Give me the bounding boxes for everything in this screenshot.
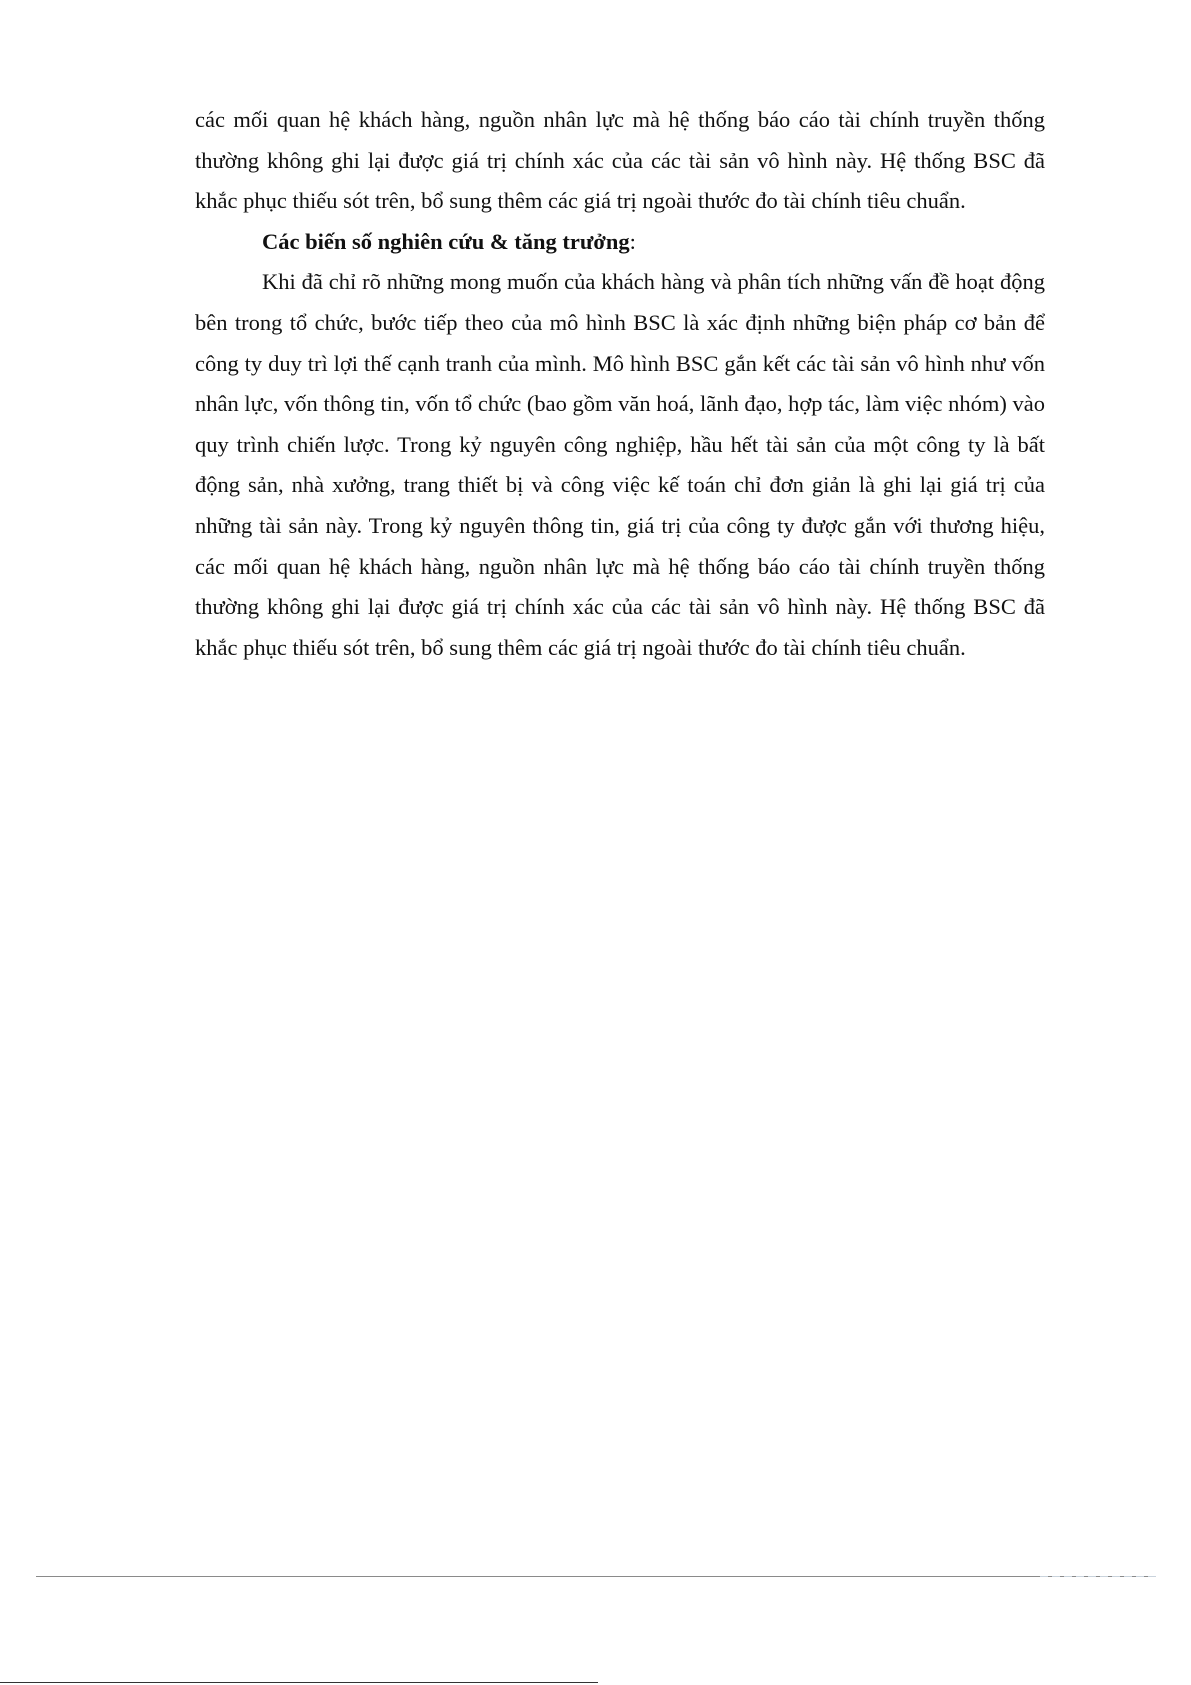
section-heading-colon: :	[629, 228, 636, 254]
footer-divider	[36, 1576, 1156, 1577]
footer-divider-dashed-end	[1040, 1576, 1156, 1577]
continued-paragraph: các mối quan hệ khách hàng, nguồn nhân lực mà hệ thống báo cáo tài chính truyền thống thường không ghi lại được giá trị chính xác của các tài sản vô hình này. Hệ thống BSC đã khắc phục thiếu sót trên, bổ sung thêm các giá trị ngoài thước đo tài chính tiêu chuẩn.	[195, 107, 1045, 214]
footnote-divider	[0, 1682, 598, 1683]
body-paragraph: Khi đã chỉ rõ những mong muốn của khách hàng và phân tích những vấn đề hoạt động bên trong tổ chức, bước tiếp theo của mô hình BSC là xác định những biện pháp cơ bản để công ty duy trì lợi thế cạnh tranh của mình. Mô hình BSC gắn kết các tài sản vô hình như vốn nhân lực, vốn thông tin, vốn tổ chức (bao gồm văn hoá, lãnh đạo, hợp tác, làm việc nhóm) vào quy trình chiến lược. Trong kỷ nguyên công nghiệp, hầu hết tài sản của một công ty là bất động sản, nhà xưởng, trang thiết bị và công việc kế toán chỉ đơn giản là ghi lại giá trị của những tài sản này. Trong kỷ nguyên thông tin, giá trị của công ty được gắn với thương hiệu, các mối quan hệ khách hàng, nguồn nhân lực mà hệ thống báo cáo tài chính truyền thống thường không ghi lại được giá trị chính xác của các tài sản vô hình này. Hệ thống BSC đã khắc phục thiếu sót trên, bổ sung thêm các giá trị ngoài thước đo tài chính tiêu chuẩn.	[195, 269, 1045, 660]
text-block	[195, 100, 1045, 668]
section-heading-text: Các biến số nghiên cứu & tăng trưởng	[262, 228, 630, 254]
section-heading	[195, 222, 1045, 263]
